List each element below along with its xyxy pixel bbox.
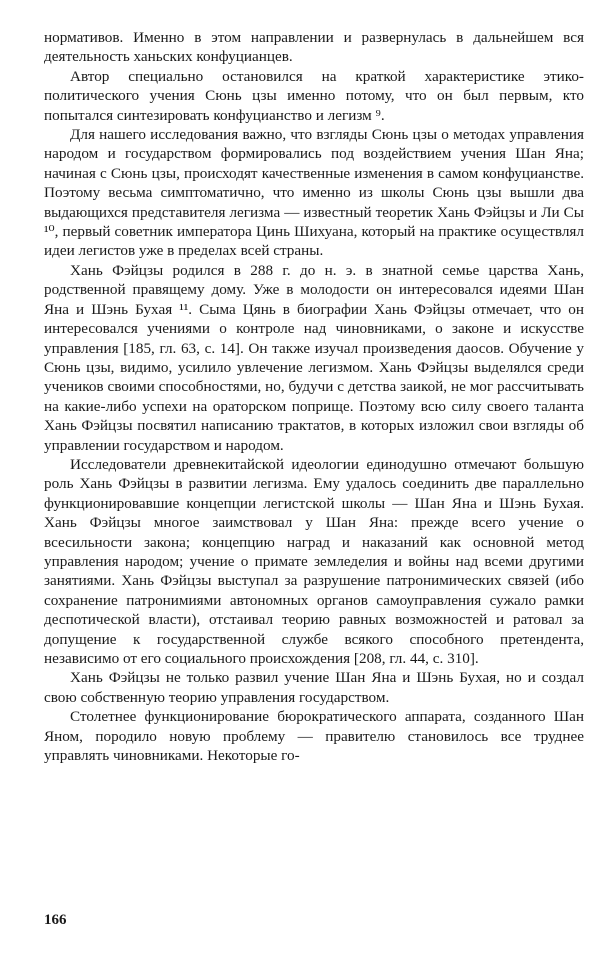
paragraph-7: Столетнее функционирование бюрократического аппарата, созданного Шан Яном, породило новую проблему — правителю становилось все труднее управлять чиновниками. Некоторые го- — [44, 708, 584, 765]
paragraph-4: Хань Фэйцзы родился в 288 г. до н. э. в знатной семье царства Хань, родственной правящему дому. Уже в молодости он интересовался идеями Шан Яна и Шэнь Бухая ¹¹. Сыма Цянь в биографии Хань Фэйцзы отмечает, что он интересовался учениями о контроле над чиновниками, о законе и искусстве управления [185, гл. 63, с. 14]. Он также изучал произведения даосов. Обучение у Сюнь цзы, видимо, усилило увлечение легизмом. Хань Фэйцзы выделялся среди учеников своими способностями, но, будучи с детства заикой, не мог рассчитывать на какие-либо успехи на ораторском поприще. Поэтому всю силу своего таланта Хань Фэйцзы посвятил написанию трактатов, в которых изложил свои взгляды об управлении государством и народом. — [44, 261, 584, 454]
paragraph-3: Для нашего исследования важно, что взгляды Сюнь цзы о методах управления народом и государством формировались под воздействием учения Шан Яна; начиная с Сюнь цзы, происходят качественные изменения в самом конфуцианстве. Поэтому весьма симптоматично, что именно из школы Сюнь цзы вышли два выдающихся представителя легизма — известный теоретик Хань Фэйцзы и Ли Сы ¹⁰, первый советник императора Цинь Шихуана, который на практике осуществлял идеи легистов уже в пределах всей страны. — [44, 126, 584, 260]
paragraph-2: Автор специально остановился на краткой характеристике этико-политического учения Сюнь цзы именно потому, что он был первым, кто попытался синтезировать конфуцианство и легизм ⁹. — [44, 67, 584, 124]
paragraph-1: нормативов. Именно в этом направлении и развернулась в дальнейшем вся деятельность ханьских конфуцианцев. — [44, 29, 584, 66]
paragraph-6: Хань Фэйцзы не только развил учение Шан Яна и Шэнь Бухая, но и создал свою собственную теорию управления государством. — [44, 669, 584, 706]
paragraph-5: Исследователи древнекитайской идеологии единодушно отмечают большую роль Хань Фэйцзы в развитии легизма. Ему удалось соединить две параллельно функционировавшие концепции легистской школы — Шан Яна и Шэнь Бухая. Хань Фэйцзы многое заимствовал у Шан Яна: прежде всего учение о всесильности закона; концепцию наград и наказаний как основной метод управления народом; учение о примате земледелия и войны над всеми другими занятиями. Хань Фэйцзы выступал за разрушение патронимических связей (ибо сохранение патронимиями автономных органов самоуправления сужало рамки деспотической власти), отстаивал теорию равных возможностей и ратовал за допущение к государственной службе всякого способного претендента, независимо от его социального происхождения [208, гл. 44, с. 310]. — [44, 455, 584, 667]
page-number: 166 — [44, 912, 67, 928]
document-page — [44, 28, 584, 765]
